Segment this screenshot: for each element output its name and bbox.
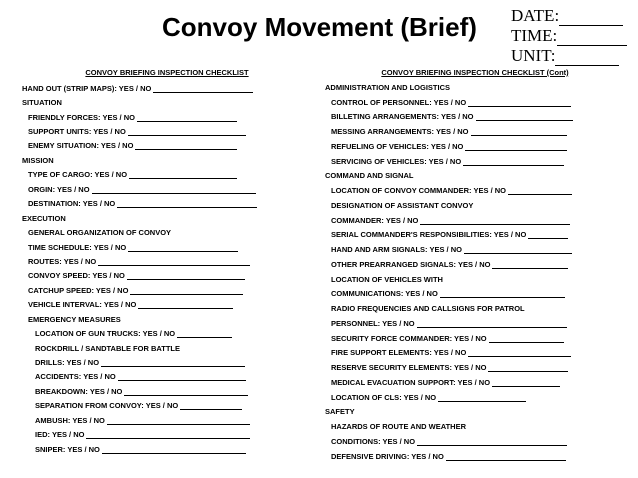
checklist-item [22, 298, 312, 312]
checklist-item-label: CONVOY SPEED: YES / NO [28, 271, 125, 281]
checklist-item-label: COMMUNICATIONS: YES / NO [331, 289, 438, 299]
checklist-item-label: HAND AND ARM SIGNALS: YES / NO [331, 245, 462, 255]
checklist-item-label: MEDICAL EVACUATION SUPPORT: YES / NO [331, 377, 491, 387]
answer-blank[interactable] [98, 257, 250, 266]
answer-blank[interactable] [128, 243, 238, 252]
checklist-item [22, 399, 312, 413]
checklist-item-label: CATCHUP SPEED: YES / NO [28, 285, 129, 295]
answer-blank[interactable] [86, 430, 250, 439]
left-checklist-heading: CONVOY BRIEFING INSPECTION CHECKLIST [85, 68, 249, 77]
checklist-item [325, 257, 625, 272]
answer-blank[interactable] [420, 216, 570, 225]
checklist-item [325, 449, 625, 464]
checklist-item-label: GENERAL ORGANIZATION OF CONVOY [28, 228, 172, 238]
checklist-item-label: TIME SCHEDULE: YES / NO [28, 242, 127, 252]
checklist-item [22, 168, 312, 182]
answer-blank[interactable] [127, 271, 245, 280]
answer-blank[interactable] [471, 127, 567, 136]
checklist-item [22, 370, 312, 384]
answer-blank[interactable] [137, 113, 237, 122]
checklist-item-label: SEPARATION FROM CONVOY: YES / NO [35, 401, 179, 411]
checklist-item-label: COMMANDER: YES / NO [331, 215, 419, 225]
answer-blank[interactable] [468, 348, 571, 357]
checklist-item-label: AMBUSH: YES / NO [35, 415, 105, 425]
answer-blank[interactable] [417, 319, 567, 328]
checklist-item [325, 434, 625, 449]
answer-blank[interactable] [177, 329, 232, 338]
checklist-item-label: VEHICLE INTERVAL: YES / NO [28, 300, 137, 310]
page-title: Convoy Movement (Brief) [162, 12, 477, 42]
answer-blank[interactable] [508, 186, 572, 195]
checklist-item [325, 124, 625, 139]
checklist-item-label: LOCATION OF GUN TRUCKS: YES / NO [35, 329, 176, 339]
answer-blank[interactable] [153, 84, 253, 93]
checklist-item-label: MESSING ARRANGEMENTS: YES / NO [331, 127, 469, 137]
checklist-item [22, 442, 312, 456]
checklist-item [22, 355, 312, 369]
checklist-item [22, 312, 312, 326]
checklist-item-label: ADMINISTRATION AND LOGISTICS [325, 82, 450, 92]
checklist-item [325, 331, 625, 346]
checklist-item-label: LOCATION OF VEHICLES WITH [331, 274, 443, 284]
checklist-item-label: RADIO FREQUENCIES AND CALLSIGNS FOR PATROL [331, 304, 525, 314]
checklist-item-label: TYPE OF CARGO: YES / NO [28, 170, 128, 180]
checklist-item-label: RESERVE SECURITY ELEMENTS: YES / NO [331, 363, 487, 373]
checklist-item [325, 95, 625, 110]
left-checklist-items [22, 81, 312, 456]
checklist-item [325, 242, 625, 257]
answer-blank[interactable] [124, 387, 248, 396]
date-field[interactable] [511, 6, 627, 26]
checklist-item [325, 301, 625, 316]
checklist-item [325, 405, 625, 420]
checklist-item-label: DESIGNATION OF ASSISTANT CONVOY [331, 200, 474, 210]
unit-label: UNIT: [511, 46, 556, 65]
checklist-item [22, 153, 312, 167]
answer-blank[interactable] [129, 170, 237, 179]
checklist-item [22, 182, 312, 196]
answer-blank[interactable] [180, 401, 242, 410]
checklist-item [325, 375, 625, 390]
checklist-item-label: SAFETY [325, 407, 355, 417]
answer-blank[interactable] [468, 98, 571, 107]
answer-blank[interactable] [128, 127, 246, 136]
checklist-item [22, 283, 312, 297]
checklist-item-label: ROUTES: YES / NO [28, 256, 97, 266]
time-label: TIME: [511, 26, 558, 45]
checklist-item [22, 269, 312, 283]
checklist-item [325, 169, 625, 184]
checklist-item-label: SERVICING OF VEHICLES: YES / NO [331, 156, 462, 166]
answer-blank[interactable] [440, 289, 565, 298]
answer-blank[interactable] [138, 300, 233, 309]
checklist-item [22, 384, 312, 398]
checklist-item [325, 287, 625, 302]
checklist-item [22, 240, 312, 254]
checklist-item [325, 390, 625, 405]
checklist-item [325, 346, 625, 361]
right-checklist-heading: CONVOY BRIEFING INSPECTION CHECKLIST (Cont) [381, 68, 569, 77]
checklist-item-label: BREAKDOWN: YES / NO [35, 386, 123, 396]
checklist-item-label: HAND OUT (STRIP MAPS): YES / NO [22, 83, 152, 93]
header-fields [511, 6, 627, 66]
checklist-item [325, 316, 625, 331]
checklist-item [325, 198, 625, 213]
checklist-item-label: DESTINATION: YES / NO [28, 199, 116, 209]
checklist-item [22, 341, 312, 355]
time-blank [557, 31, 627, 46]
checklist-item-label: ACCIDENTS: YES / NO [35, 372, 116, 382]
checklist-item-label: DRILLS: YES / NO [35, 358, 100, 368]
date-blank [559, 11, 623, 26]
checklist-item [325, 228, 625, 243]
checklist-item [22, 326, 312, 340]
checklist-item-label: ROCKDRILL / SANDTABLE FOR BATTLE [35, 343, 180, 353]
answer-blank[interactable] [118, 372, 246, 381]
checklist-item [325, 139, 625, 154]
checklist-item [325, 110, 625, 125]
checklist-item [22, 225, 312, 239]
checklist-item-label: ENEMY SITUATION: YES / NO [28, 141, 134, 151]
answer-blank[interactable] [463, 157, 564, 166]
checklist-item-label: EXECUTION [22, 213, 66, 223]
checklist-item-label: BILLETING ARRANGEMENTS: YES / NO [331, 112, 474, 122]
checklist-item [22, 95, 312, 109]
checklist-item [325, 213, 625, 228]
checklist-item-label: CONDITIONS: YES / NO [331, 436, 416, 446]
checklist-item-label: FIRE SUPPORT ELEMENTS: YES / NO [331, 348, 467, 358]
answer-blank[interactable] [488, 363, 568, 372]
right-checklist [325, 66, 625, 464]
checklist-item-label: REFUELING OF VEHICLES: YES / NO [331, 141, 464, 151]
checklist-item [325, 183, 625, 198]
answer-blank[interactable] [492, 378, 560, 387]
answer-blank[interactable] [102, 445, 246, 454]
checklist-item [325, 360, 625, 375]
checklist-item [325, 419, 625, 434]
checklist-item [22, 254, 312, 268]
checklist-item-label: SNIPER: YES / NO [35, 444, 100, 454]
time-field[interactable] [511, 26, 627, 46]
checklist-item-label: SITUATION [22, 98, 62, 108]
answer-blank[interactable] [101, 358, 245, 367]
checklist-item [325, 80, 625, 95]
answer-blank[interactable] [492, 260, 568, 269]
answer-blank[interactable] [464, 245, 572, 254]
left-checklist [22, 66, 312, 456]
answer-blank[interactable] [465, 142, 567, 151]
checklist-item [22, 413, 312, 427]
checklist-item [22, 81, 312, 95]
checklist-item-label: MISSION [22, 155, 54, 165]
right-checklist-items [325, 80, 625, 464]
checklist-item-label: OTHER PREARRANGED SIGNALS: YES / NO [331, 259, 491, 269]
answer-blank[interactable] [476, 112, 573, 121]
checklist-item-label: COMMAND AND SIGNAL [325, 171, 414, 181]
checklist-item [325, 154, 625, 169]
checklist-item [22, 211, 312, 225]
checklist-item-label: HAZARDS OF ROUTE AND WEATHER [331, 422, 466, 432]
answer-blank[interactable] [417, 437, 567, 446]
checklist-item-label: LOCATION OF CONVOY COMMANDER: YES / NO [331, 186, 507, 196]
answer-blank[interactable] [107, 416, 250, 425]
date-label: DATE: [511, 6, 560, 25]
checklist-item-label: ORGIN: YES / NO [28, 184, 90, 194]
answer-blank[interactable] [130, 286, 243, 295]
unit-field[interactable] [511, 46, 627, 66]
checklist-item-label: EMERGENCY MEASURES [28, 314, 121, 324]
answer-blank[interactable] [438, 393, 526, 402]
answer-blank[interactable] [446, 452, 566, 461]
checklist-item-label: LOCATION OF CLS: YES / NO [331, 392, 437, 402]
unit-blank [555, 51, 619, 66]
checklist-item [22, 110, 312, 124]
checklist-item-label: SUPPORT UNITS: YES / NO [28, 127, 126, 137]
checklist-item [22, 197, 312, 211]
checklist-item [325, 272, 625, 287]
checklist-item-label: IED: YES / NO [35, 430, 85, 440]
checklist-item-label: FRIENDLY FORCES: YES / NO [28, 112, 135, 122]
checklist-item-label: PERSONNEL: YES / NO [331, 318, 415, 328]
answer-blank[interactable] [92, 185, 256, 194]
answer-blank[interactable] [117, 199, 257, 208]
checklist-item [22, 139, 312, 153]
checklist-item-label: SECURITY FORCE COMMANDER: YES / NO [331, 333, 487, 343]
checklist-item-label: DEFENSIVE DRIVING: YES / NO [331, 451, 444, 461]
checklist-item [22, 124, 312, 138]
checklist-item [22, 428, 312, 442]
checklist-item-label: SERIAL COMMANDER'S RESPONSIBILITIES: YES / NO [331, 230, 527, 240]
checklist-item-label: CONTROL OF PERSONNEL: YES / NO [331, 97, 467, 107]
answer-blank[interactable] [489, 334, 564, 343]
answer-blank[interactable] [135, 141, 237, 150]
answer-blank[interactable] [528, 230, 568, 239]
